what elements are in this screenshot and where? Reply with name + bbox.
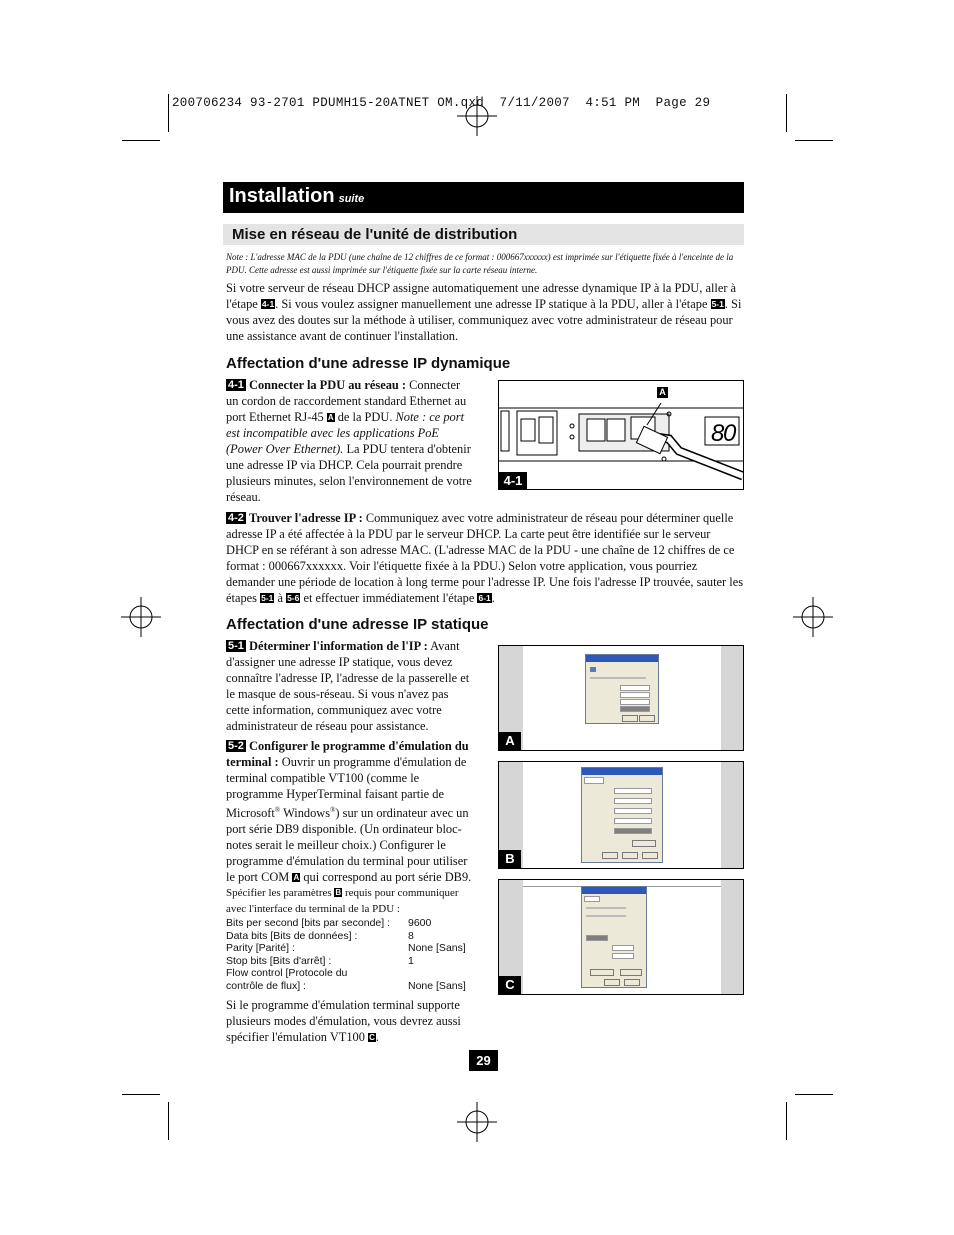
dialog-field: [620, 699, 650, 705]
step-text: Communiquez avec votre administrateur de réseau pour déterminer quelle adresse IP a été affectée à la PDU par le serveur DHCP. La carte peut être identifiée sur le serveur DHCP en se référant à son adresse MAC. (L'adresse MAC de la PDU - une chaîne de 12 chiffres de ce format : 000667xxxxxx. Voir l'étiquette fixée à la PDU.) Selon votre application, vous pourriez demander une période de location à long terme pour l'adresse IP. Une fois l'adresse IP trouvée, sauter les étapes: [226, 511, 744, 605]
step-text: qui correspond au port série DB9.: [300, 870, 472, 885]
params-line: [226, 885, 474, 917]
dialog-field: [620, 706, 650, 712]
crop-mark: [795, 1094, 833, 1095]
settings-row: [226, 967, 476, 980]
dialog-field: [620, 685, 650, 691]
ok-button[interactable]: [604, 979, 620, 986]
step-text: ) sur un ordinateur avec un port série DB9 disponible. (Un ordinateur bloc-notes serait le meilleur choix.) Configurer le programme d'émulation du terminal pour utiliser le port COM: [226, 806, 469, 885]
ok-button[interactable]: [622, 715, 638, 722]
step-text: Si le programme d'émulation terminal supporte plusieurs modes d'émulation, vous devrez aussi spécifier l'émulation VT100: [226, 998, 461, 1044]
settings-row: [226, 917, 476, 930]
step-bold: Configurer le programme d'émulation du terminal :: [226, 739, 469, 769]
step-text: Avant d'assigner une adresse IP statique, vous devez connaître l'adresse IP, l'adresse de la passerelle et le masque de sous-réseau. Si vous n'avez pas cette information, communiquez avec votre administrateur de réseau pour assistance.: [226, 639, 470, 733]
dialog-titlebar: [582, 768, 662, 775]
step-4-1: [226, 377, 474, 505]
callout-box: B: [335, 888, 342, 898]
cancel-button[interactable]: [639, 715, 655, 722]
dialog-field[interactable]: [612, 953, 634, 959]
cancel-button[interactable]: [622, 852, 638, 859]
apply-button[interactable]: [642, 852, 658, 859]
step-4-2: [226, 510, 744, 606]
registration-target-icon: [121, 597, 161, 637]
step-text: .: [375, 1030, 379, 1044]
callout-box: C: [369, 1033, 375, 1042]
step-text: .: [491, 591, 495, 605]
setting-value: 1: [408, 954, 414, 967]
section-title-bar: [223, 182, 744, 213]
settings-row: [226, 980, 476, 993]
subtitle-bar: [223, 224, 744, 245]
step-text: La PDU tentera d'obtenir une adresse IP via DHCP. Cela pourrait prendre plusieurs minutes, selon l'environnement de votre réseau.: [226, 442, 472, 504]
screenshot-label: A: [499, 732, 521, 750]
step-bold: Trouver l'adresse IP :: [249, 511, 363, 525]
crop-mark: [786, 1102, 787, 1140]
settings-row: [226, 942, 476, 955]
dialog-line: [586, 915, 626, 917]
section-title-suffix: suite: [338, 193, 365, 205]
dialog-tab[interactable]: [584, 777, 604, 784]
dialog-titlebar: [582, 887, 646, 894]
step-tag: 5-6: [287, 593, 300, 603]
dialog-field[interactable]: [614, 788, 652, 794]
svg-text:0: 0: [723, 420, 737, 447]
com-properties-dialog: [581, 767, 663, 863]
window-right-pane: [721, 646, 743, 750]
dialog-tab[interactable]: [584, 896, 600, 902]
step-text: requis pour communiquer avec l'interface du terminal de la PDU :: [226, 887, 459, 916]
dialog-field[interactable]: [614, 798, 652, 804]
screenshot-b: [498, 761, 744, 869]
step-tag: 5-1: [261, 593, 274, 603]
screenshot-label: C: [499, 976, 521, 994]
step-tag: 6-1: [478, 593, 491, 603]
closing-paragraph: [226, 997, 474, 1045]
terminal-properties-dialog: [581, 886, 647, 988]
ascii-setup-button[interactable]: [620, 969, 642, 976]
step-tag: 5-1: [711, 299, 724, 309]
figure-label: 4-1: [499, 472, 527, 489]
step-tag: 4-1: [228, 379, 244, 391]
registered-mark: ®: [330, 806, 336, 814]
svg-text:8: 8: [711, 420, 725, 447]
setting-label: Parity [Parité] :: [226, 942, 295, 954]
registration-target-icon: [793, 597, 833, 637]
step-5-1: [226, 638, 474, 734]
setting-value: None [Sans]: [408, 942, 466, 954]
crop-mark: [168, 94, 169, 132]
setting-label: contrôle de flux] :: [226, 979, 306, 992]
dialog-line: [586, 907, 626, 909]
section-title-text: Installation: [229, 185, 335, 207]
dialog-field[interactable]: [614, 828, 652, 834]
crop-mark: [122, 140, 160, 141]
dialog-titlebar: [586, 655, 658, 662]
callout-box: A: [327, 413, 334, 422]
page-number: 29: [469, 1050, 498, 1071]
step-tag: 4-2: [228, 512, 244, 524]
screenshot-a: [498, 645, 744, 751]
setting-label: Data bits [Bits de données] :: [226, 929, 358, 942]
step-bold: Déterminer l'information de l'IP :: [249, 639, 428, 653]
screenshot-c: [498, 879, 744, 995]
crop-mark: [122, 1094, 160, 1095]
setting-value: 8: [408, 929, 414, 942]
step-text: Connecter un cordon de raccordement standard Ethernet au port Ethernet RJ-45: [226, 378, 467, 424]
dialog-field[interactable]: [586, 935, 608, 941]
step-text: Ouvrir un programme d'émulation de terminal compatible VT100 (comme le programme HyperTerminal faisant partie de Microsoft: [226, 755, 467, 821]
intro-text: Si votre serveur de réseau DHCP assigne automatiquement une adresse dynamique IP à la PDU, aller à l'étape: [226, 281, 737, 311]
dialog-field[interactable]: [614, 818, 652, 824]
step-text: Spécifier les paramètres: [226, 887, 335, 900]
dynamic-heading: Affectation d'une adresse IP dynamique: [226, 355, 511, 372]
dialog-line: [590, 677, 646, 679]
step-text: de la PDU.: [334, 410, 396, 424]
step-tag: 4-1: [261, 299, 275, 309]
subtitle: Mise en réseau de l'unité de distribution: [232, 226, 518, 243]
crop-mark: [786, 94, 787, 132]
settings-list: [226, 917, 476, 992]
registration-target-icon: [457, 1102, 497, 1142]
step-tag: 5-2: [228, 740, 244, 752]
step-italic: Note : ce port est incompatible avec les applications PoE (Power Over Ethernet).: [226, 410, 465, 456]
figure-callout-a: A: [657, 387, 668, 398]
window-right-pane: [721, 880, 743, 994]
intro-text: . Si vous voulez assigner manuellement une adresse IP statique à la PDU, aller à l'étape: [275, 297, 708, 311]
step-text: et effectuer immédiatement l'étape: [300, 591, 478, 605]
registered-mark: ®: [274, 806, 281, 814]
dialog-field[interactable]: [612, 945, 634, 951]
figure-4-1: [498, 380, 744, 490]
ok-button[interactable]: [602, 852, 618, 859]
settings-row: [226, 955, 476, 968]
crop-mark: [168, 1102, 169, 1140]
input-translation-button[interactable]: [590, 969, 614, 976]
pdu-ethernet-illustration: [499, 381, 743, 489]
settings-row: [226, 930, 476, 943]
window-right-pane: [721, 762, 743, 868]
print-header: 200706234 93-2701 PDUMH15-20ATNET OM.qxd 7/11/2007 4:51 PM Page 29: [172, 96, 711, 110]
intro-paragraph: [226, 280, 744, 344]
restore-defaults-button[interactable]: [632, 840, 656, 847]
setting-label: Flow control [Protocole du: [226, 967, 348, 979]
intro-text: . Si vous avez des doutes sur la méthode à utiliser, communiquez avec votre administrateur de réseau pour une assistance avant de continuer l'installation.: [226, 297, 742, 343]
dialog-field[interactable]: [614, 808, 652, 814]
phone-icon: [590, 667, 596, 672]
setting-label: Stop bits [Bits d'arrêt] :: [226, 954, 332, 967]
dialog-field: [620, 692, 650, 698]
step-text: à: [274, 591, 287, 605]
step-bold: Connecter la PDU au réseau :: [249, 378, 407, 392]
setting-label: Bits per second [bits par seconde] :: [226, 917, 391, 929]
section-title: [229, 185, 364, 208]
connect-dialog: [585, 654, 659, 724]
screenshot-label: B: [499, 850, 521, 868]
callout-box: A: [293, 873, 300, 883]
setting-value: 9600: [408, 917, 432, 929]
step-5-2: [226, 738, 474, 917]
step-tag: 5-1: [228, 640, 244, 652]
static-heading: Affectation d'une adresse IP statique: [226, 616, 489, 633]
crop-mark: [795, 140, 833, 141]
step-text: Windows: [280, 806, 331, 821]
setting-value: None [Sans]: [408, 979, 466, 992]
mac-note: Note : L'adresse MAC de la PDU (une chaîne de 12 chiffres de ce format : 000667xxxxxx) est imprimée sur l'étiquette fixée à l'enceinte de la PDU. Cette adresse est aussi imprimée sur l'étiquette fixée sur la carte réseau interne.: [226, 252, 734, 275]
cancel-button[interactable]: [624, 979, 640, 986]
